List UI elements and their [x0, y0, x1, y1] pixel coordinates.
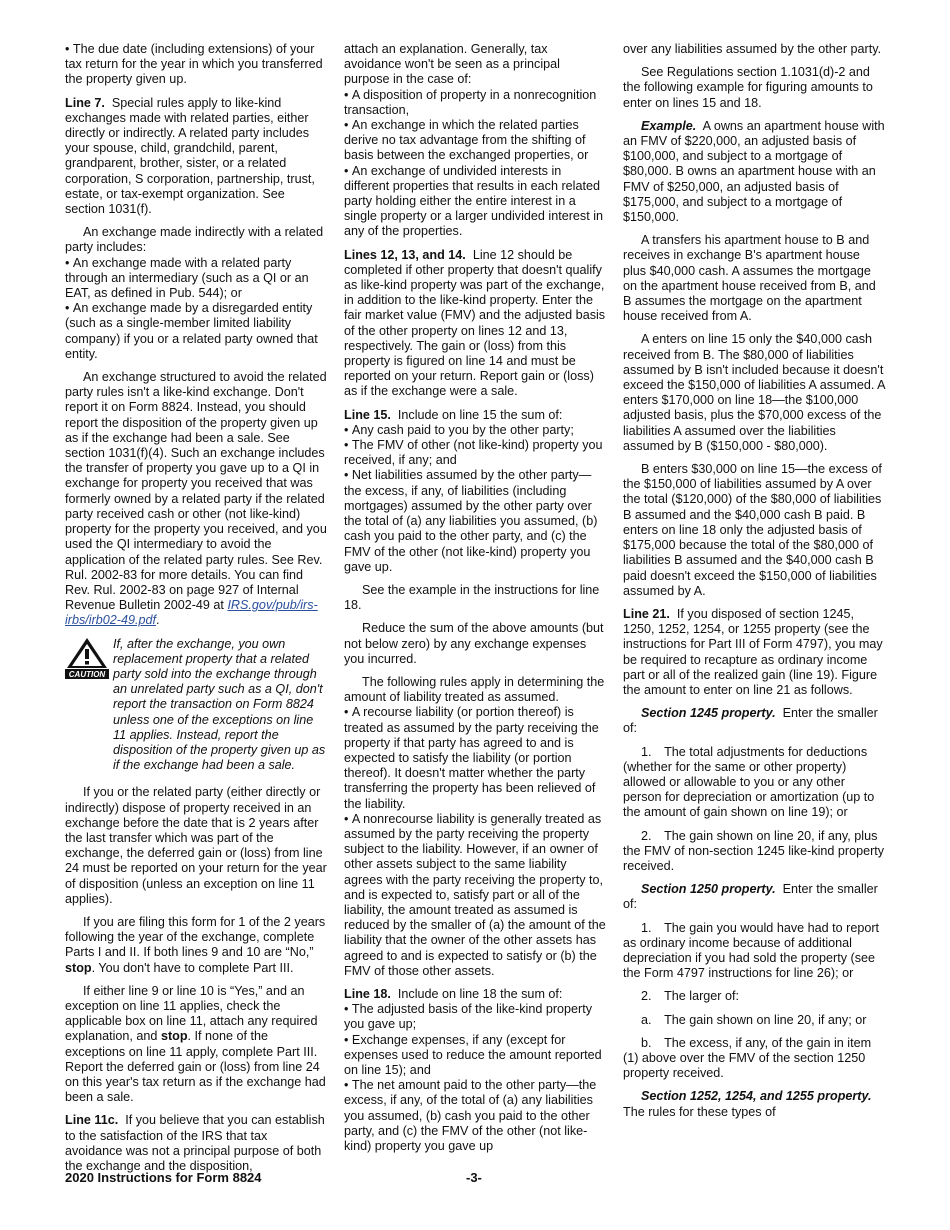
line18-bullet: • The net amount paid to the other party—the excess, if any, of the total of (a) any liabilities you assumed, (b) cash you paid to the other party, and (c) the FMV of the other (not like-kind) property you gave up	[344, 1078, 606, 1154]
avoid-rules-paragraph: An exchange structured to avoid the related party rules isn't a like-kind exchange. Don't report it on Form 8824. Instead, you should report the disposition of the property given up as if the exchange had been a sale. See section 1031(f)(4). Such an exchange includes the transfer of property you gave up to a QI in exchange for property you received that was formerly owned by a related party if the related party received cash or other (not like-kind) property for the property you received, and you used the QI intermediary to avoid the application of the related party rules. See Rev. Rul. 2002-83 for more details. You can find Rev. Rul. 2002-83 on page 927 of Internal Revenue Bulletin 2002-49 at IRS.gov/pub/irs-irbs/irb02-49.pdf.	[65, 370, 327, 628]
line7-heading: Line 7.	[65, 95, 105, 110]
example-heading: Example.	[641, 118, 697, 133]
section1252-heading: Section 1252, 1254, and 1255 property.	[641, 1089, 872, 1104]
line21-paragraph: Line 21. If you disposed of section 1245, 1250, 1252, 1254, or 1255 property (see the instructions for Part III of Form 4797), you may be required to recapture as ordinary income part or all of the realized gain (line 19). Figure the amount to enter on line 21 as follows.	[623, 606, 883, 697]
liability-bullet: • A recourse liability (or portion thereof) is treated as assumed by the party receiving the property if that party has agreed to and is expected to satisfy the liability (or portion thereof). It doesn't matter whether the party transferring the property has been relieved of the liability.	[344, 705, 606, 811]
line11c-heading: Line 11c.	[65, 1113, 119, 1128]
line15-paragraph: Line 15. Include on line 15 the sum of:	[344, 407, 563, 422]
avoidance-bullet: • An exchange in which the related parties derive no tax advantage from the shifting of basis between the exchanged properties, or	[344, 118, 606, 164]
section1250-heading: Section 1250 property.	[641, 882, 776, 897]
column-left	[65, 42, 327, 1182]
line15-heading: Line 15.	[344, 407, 391, 422]
indirect-intro: An exchange made indirectly with a related party includes:	[65, 225, 324, 255]
line18-bullet: • The adjusted basis of the like-kind property you gave up;	[344, 1002, 606, 1032]
b-enters-paragraph: B enters $30,000 on line 15—the excess of the $150,000 of liabilities assumed by A over the total ($120,000) of the $80,000 of liabilities B assumed and the $40,000 cash B paid. B enters on line 18 only the adjusted basis of $175,000 because the total of the $80,000 of liabilities B assumed and the $40,000 cash B paid doesn't exceed the $150,000 of liabilities assumed by A.	[623, 462, 882, 598]
liability-rules-intro: The following rules apply in determining the amount of liability treated as assumed.	[344, 674, 605, 705]
section1245-paragraph: Section 1245 property. Enter the smaller of:	[623, 706, 878, 736]
a-enters-paragraph: A enters on line 15 only the $40,000 cash received from B. The $80,000 of liabilities assumed by B isn't included because it doesn't exceed the $150,000 of liabilities A assumed. A enters $170,000 on line 18—the $100,000 adjusted basis, plus the $70,000 excess of the liabilities A assumed over the liabilities assumed by B ($150,000 - $80,000).	[623, 332, 885, 453]
section1250-paragraph: Section 1250 property. Enter the smaller of:	[623, 882, 878, 912]
page-number: -3-	[466, 1170, 482, 1185]
section1245-item: 1. The total adjustments for deductions (whether for the same or other property) allowed or allowable to you or any other person for depreciation or amortization (up to the amount of gain shown on line 19); or	[623, 744, 875, 820]
explanation-continued: attach an explanation. Generally, tax avoidance won't be seen as a principal purpose in the case of:	[344, 42, 560, 87]
section1250-subitem: a. The gain shown on line 20, if any; or	[641, 1012, 867, 1027]
liability-bullet: • A nonrecourse liability is generally treated as assumed by the party receiving the property subject to the liability. However, if an owner of other assets subject to the same liability agrees with the party receiving the property to, and is expected to, satisfy part or all of the liability, the amount treated as assumed is reduced by the smaller of (a) the amount of the liability that the owner of the other assets has agreed to and is expected to satisfy or (b) the FMV of those other assets.	[344, 812, 606, 979]
line15-bullet: • Any cash paid to you by the other party;	[344, 423, 606, 438]
footer-title: 2020 Instructions for Form 8824	[65, 1170, 262, 1185]
due-date-bullet: • The due date (including extensions) of your tax return for the year in which you transferred the property given up.	[65, 42, 327, 88]
line15-bullet: • Net liabilities assumed by the other party—the excess, if any, of liabilities (including mortgages) assumed by the other party over the total of (a) any liabilities you assumed, (b) cash you paid to the other party, and (c) the FMV of the other (not like-kind) property you gave up.	[344, 468, 606, 574]
line7-paragraph: Line 7. Special rules apply to like-kind exchanges made with related parties, either directly or indirectly. A related party includes your spouse, child, grandchild, parent, grandparent, brother, sister, or a related corporation, S corporation, partnership, trust, estate, or tax-exempt organization. See section 1031(f).	[65, 95, 315, 217]
irb-link[interactable]: IRS.gov/pub/irs-irbs/irb02-49.pdf	[65, 598, 318, 628]
line18-heading: Line 18.	[344, 986, 391, 1001]
line18-bullet: • Exchange expenses, if any (except for expenses used to reduce the amount reported on line 15); and	[344, 1033, 606, 1079]
avoidance-bullet: • An exchange of undivided interests in different properties that results in each related party holding either the entire interest in a single property or a larger undivided interest in any of the properties.	[344, 164, 606, 240]
caution-note	[65, 637, 327, 774]
section1245-heading: Section 1245 property.	[641, 706, 776, 721]
example-paragraph: Example. A owns an apartment house with an FMV of $220,000, an adjusted basis of $100,000, and subject to a mortgage of $80,000. B owns an apartment house with an FMV of $250,000, an adjusted basis of $175,000, and subject to a mortgage of $150,000.	[623, 118, 885, 225]
either-line-paragraph: If either line 9 or line 10 is “Yes,” and an exception on line 11 applies, check the applicable box on line 11, attach any required explanation, and stop. If none of the exceptions on line 11 apply, complete Part III. Report the deferred gain or (loss) from line 24 on this year's tax return as if the exchange had been a sale.	[65, 983, 326, 1105]
line15-bullet: • The FMV of other (not like-kind) property you received, if any; and	[344, 438, 606, 468]
liabilities-continued: over any liabilities assumed by the other party.	[623, 42, 882, 56]
section1250-item: 1. The gain you would have had to report as ordinary income because of additional depreciation if you had sold the property (see the Form 4797 instructions for line 26); or	[623, 920, 880, 981]
column-middle	[344, 42, 606, 1154]
avoidance-bullet: • A disposition of property in a nonrecognition transaction,	[344, 88, 606, 118]
line11c-paragraph: Line 11c. If you believe that you can establish to the satisfaction of the IRS that tax avoidance was not a principal purpose of both the exchange and the disposition,	[65, 1113, 325, 1174]
reduce-paragraph: Reduce the sum of the above amounts (but not below zero) by any exchange expenses you incurred.	[344, 621, 604, 666]
caution-label: CAUTION	[68, 669, 106, 679]
column-right	[623, 42, 885, 1128]
caution-text: If, after the exchange, you own replacement property that a related party sold into the exchange through an unrelated party such as a QI, don't report the transaction on Form 8824 unless one of the exceptions on line 11 applies. Instead, report the disposition of the property given up as if the exchange had been a sale.	[113, 636, 326, 773]
dispose-paragraph: If you or the related party (either directly or indirectly) dispose of property received in an exchange before the date that is 2 years after the last transfer which was part of the exchange, the deferred gain or (loss) from line 24 must be reported on your return for the year of disposition (unless an exception on line 11 applies).	[65, 785, 327, 906]
line21-heading: Line 21.	[623, 606, 670, 621]
section1252-paragraph: Section 1252, 1254, and 1255 property. The rules for these types of	[623, 1089, 872, 1119]
line18-paragraph: Line 18. Include on line 18 the sum of:	[344, 986, 563, 1001]
indirect-bullet: • An exchange made by a disregarded entity (such as a single-member limited liability company) if you or a related party owned that entity.	[65, 301, 327, 362]
section1250-subitem: b. The excess, if any, of the gain in item (1) above over the FMV of the section 1250 property received.	[623, 1035, 872, 1081]
lines12-14-paragraph: Lines 12, 13, and 14. Line 12 should be completed if other property that doesn't qualify as like-kind property was part of the exchange, in addition to the like-kind property. Enter the fair market value (FMV) and the adjusted basis of the other property on lines 12 and 13, respectively. The gain or (loss) from this property is figured on line 14 and must be reported on your return. Report gain or (loss) as if the exchange were a sale.	[344, 247, 606, 399]
section1250-item: 2. The larger of:	[641, 989, 739, 1004]
transfer-paragraph: A transfers his apartment house to B and receives in exchange B's apartment house plus $40,000 cash. A assumes the mortgage on the apartment house received from B, and B assumes the mortgage on the apartment house received from A.	[623, 233, 876, 324]
see-example: See the example in the instructions for line 18.	[344, 582, 600, 613]
regulations-paragraph: See Regulations section 1.1031(d)-2 and the following example for figuring amounts to enter on lines 15 and 18.	[623, 65, 873, 110]
section1245-item: 2. The gain shown on line 20, if any, plus the FMV of non-section 1245 like-kind property received.	[623, 828, 885, 873]
lines12-14-heading: Lines 12, 13, and 14.	[344, 247, 466, 262]
caution-icon	[65, 637, 109, 679]
filing-paragraph: If you are filing this form for 1 of the 2 years following the year of the exchange, complete Parts I and II. If both lines 9 and 10 are “No,” stop. You don't have to complete Part III.	[65, 914, 326, 975]
indirect-bullet: • An exchange made with a related party through an intermediary (such as a QI or an EAT, as defined in Pub. 544); or	[65, 256, 327, 302]
